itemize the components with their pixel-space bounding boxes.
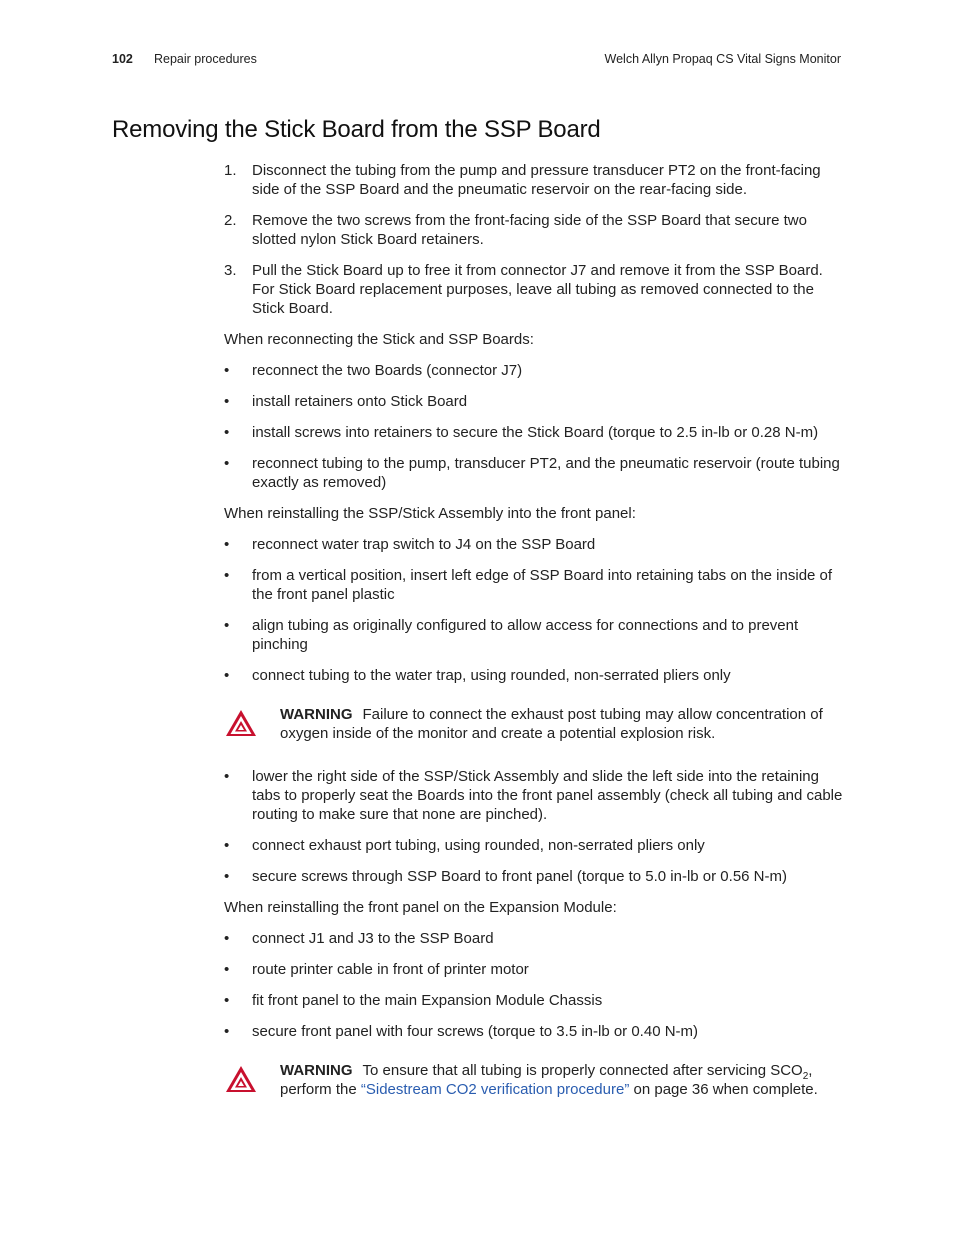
page-header (0, 52, 954, 70)
bullet-glyph: • (224, 961, 230, 978)
list-item-text: reconnect the two Boards (connector J7) (252, 362, 523, 379)
page-number: 102 (112, 52, 133, 66)
book-title: Welch Allyn Propaq CS Vital Signs Monitor (604, 52, 841, 66)
list-item (224, 960, 844, 979)
warning-text-block (280, 705, 844, 743)
warning-callout (224, 705, 844, 743)
list-item-text: reconnect water trap switch to J4 on the SSP Board (252, 536, 596, 553)
warning-triangle-icon (224, 705, 280, 743)
step-number: 1. (224, 162, 237, 179)
list-item-text: connect tubing to the water trap, using rounded, non-serrated pliers only (252, 667, 731, 684)
bullet-glyph: • (224, 536, 230, 553)
body-content (224, 161, 844, 1123)
list-item (224, 535, 844, 554)
step-item (224, 161, 844, 199)
sidestream-verification-link[interactable]: “Sidestream CO2 verification procedure” (360, 1081, 630, 1098)
list-item (224, 454, 844, 492)
bullet-glyph: • (224, 768, 230, 785)
bullet-glyph: • (224, 667, 230, 684)
list-item-text: reconnect tubing to the pump, transducer PT2, and the pneumatic reservoir (route tubing exactly as removed) (252, 455, 840, 491)
list-item-text: connect J1 and J3 to the SSP Board (252, 930, 494, 947)
list-item-text: secure screws through SSP Board to front panel (torque to 5.0 in-lb or 0.56 N-m) (252, 868, 787, 885)
step-item (224, 211, 844, 249)
warning-text-block (280, 1061, 844, 1099)
list-item (224, 867, 844, 886)
bullet-glyph: • (224, 455, 230, 472)
step-text: Disconnect the tubing from the pump and pressure transducer PT2 on the front-facing side of the SSP Board and the pneumatic reservoir on the rear-facing side. (252, 162, 821, 198)
list-item (224, 1022, 844, 1041)
list-item-text: from a vertical position, insert left edge of SSP Board into retaining tabs on the inside of the front panel plastic (252, 567, 833, 603)
bullet-glyph: • (224, 617, 230, 634)
bullet-glyph: • (224, 393, 230, 410)
bullet-glyph: • (224, 362, 230, 379)
warning-label: WARNING (280, 1062, 353, 1079)
list-item (224, 423, 844, 442)
list-item-text: install screws into retainers to secure the Stick Board (torque to 2.5 in-lb or 0.28 N-m) (252, 424, 819, 441)
list-item (224, 836, 844, 855)
warning-message: To ensure that all tubing is properly connected after servicing SCO (362, 1062, 803, 1079)
bullet-glyph: • (224, 567, 230, 584)
bullet-glyph: • (224, 992, 230, 1009)
bullet-glyph: • (224, 930, 230, 947)
warning-message: Failure to connect the exhaust post tubing may allow concentration of oxygen inside of the monitor and create a potential explosion risk. (280, 706, 823, 742)
list-item-text: lower the right side of the SSP/Stick Assembly and slide the left side into the retaining tabs to properly seat the Boards into the front panel assembly (check all tubing and cable routing to make sure that none are pinched). (252, 768, 843, 823)
list-item (224, 666, 844, 685)
list-item-text: install retainers onto Stick Board (252, 393, 468, 410)
warning-message-cont: , perform the (280, 1062, 813, 1098)
bullet-glyph: • (224, 1023, 230, 1040)
section-name: Repair procedures (154, 52, 257, 66)
list-item-text: fit front panel to the main Expansion Module Chassis (252, 992, 603, 1009)
subscript: 2 (802, 1071, 809, 1082)
list-item (224, 361, 844, 380)
step-text: Pull the Stick Board up to free it from connector J7 and remove it from the SSP Board. For Stick Board replacement purposes, leave all tubing as removed connected to the Stick Board. (252, 262, 823, 317)
bullet-glyph: • (224, 868, 230, 885)
list-item (224, 767, 844, 824)
page-title: Removing the Stick Board from the SSP Board (112, 116, 601, 143)
warning-callout (224, 1061, 844, 1099)
step-text: Remove the two screws from the front-facing side of the SSP Board that secure two slotted nylon Stick Board retainers. (252, 212, 807, 248)
list-item (224, 392, 844, 411)
list-item-text: route printer cable in front of printer motor (252, 961, 529, 978)
list-item-text: secure front panel with four screws (torque to 3.5 in-lb or 0.40 N-m) (252, 1023, 699, 1040)
reconnect-intro: When reconnecting the Stick and SSP Boards: (224, 331, 534, 348)
list-item (224, 616, 844, 654)
list-item (224, 929, 844, 948)
bullet-glyph: • (224, 837, 230, 854)
warning-message-end: on page 36 when complete. (629, 1081, 818, 1098)
list-item (224, 991, 844, 1010)
step-number: 2. (224, 212, 237, 229)
reinstall-intro: When reinstalling the SSP/Stick Assembly into the front panel: (224, 505, 636, 522)
step-item (224, 261, 844, 318)
warning-label: WARNING (280, 706, 353, 723)
list-item-text: align tubing as originally configured to allow access for connections and to prevent pinching (252, 617, 799, 653)
frontpanel-intro: When reinstalling the front panel on the Expansion Module: (224, 899, 617, 916)
bullet-glyph: • (224, 424, 230, 441)
warning-triangle-icon (224, 1061, 280, 1099)
list-item-text: connect exhaust port tubing, using rounded, non-serrated pliers only (252, 837, 705, 854)
list-item (224, 566, 844, 604)
step-number: 3. (224, 262, 237, 279)
